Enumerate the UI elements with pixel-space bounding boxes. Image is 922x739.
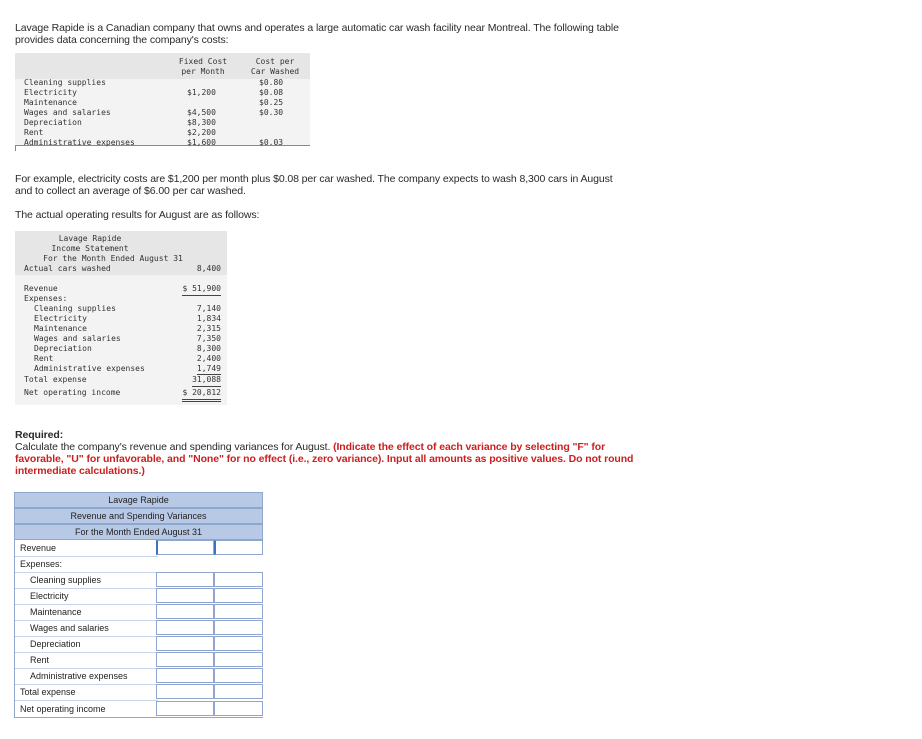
row-label: Depreciation	[30, 639, 81, 649]
cost-row-label: Depreciation	[24, 118, 82, 127]
wages-amount-input[interactable]	[156, 620, 214, 635]
income-title-period: For the Month Ended August 31	[43, 254, 183, 263]
admin-amount-input[interactable]	[156, 668, 214, 683]
example-line-1: For example, electricity costs are $1,200 per month plus $0.08 per car washed. The company expects to wash 8,300 cars in August	[15, 173, 613, 185]
intro-line-1: Lavage Rapide is a Canadian company that owns and operates a large automatic car wash facility near Montreal. The following table	[15, 22, 619, 34]
rent-amount-input[interactable]	[156, 652, 214, 667]
revenue-label: Revenue	[24, 284, 58, 293]
expenses-label: Expenses:	[24, 294, 68, 303]
total-expense-label: Total expense	[24, 375, 87, 384]
net-income-effect-select[interactable]	[214, 701, 263, 716]
cost-row-variable: $0.08	[259, 88, 284, 97]
cost-row-label: Administrative expenses	[24, 138, 135, 147]
cars-washed-value: 8,400	[196, 264, 221, 273]
cost-row-label: Rent	[24, 128, 44, 137]
actual-results-text: The actual operating results for August are as follows:	[15, 209, 260, 221]
variance-row-total-expense	[14, 684, 263, 700]
example-line-2: and to collect an average of $6.00 per car washed.	[15, 185, 246, 197]
income-title-company: Lavage Rapide	[58, 234, 122, 243]
variance-row-cleaning	[14, 572, 263, 588]
row-label: Cleaning supplies	[30, 575, 102, 585]
revenue-amount-input[interactable]	[156, 540, 214, 555]
variance-row-expenses	[14, 556, 263, 572]
cleaning-effect-select[interactable]	[214, 572, 263, 587]
cost-data-table	[15, 53, 310, 148]
cost-table-left-tick	[15, 145, 16, 151]
row-label: Total expense	[20, 687, 76, 697]
variance-row-electricity	[14, 588, 263, 604]
row-label: Rent	[30, 655, 50, 665]
total-expense-value: 31,088	[192, 375, 221, 387]
electricity-effect-select[interactable]	[214, 588, 263, 603]
table-left-border	[14, 540, 15, 718]
expense-label: Maintenance	[34, 324, 87, 333]
electricity-amount-input[interactable]	[156, 588, 214, 603]
rent-effect-select[interactable]	[214, 652, 263, 667]
expense-value: 1,834	[196, 314, 221, 323]
variance-row-depreciation	[14, 636, 263, 652]
expense-value: 2,315	[196, 324, 221, 333]
expense-value: 2,400	[196, 354, 221, 363]
variance-row-admin	[14, 668, 263, 684]
revenue-value: $ 51,900	[182, 284, 221, 296]
table-bottom-border	[14, 717, 263, 718]
col-fixed-header: Fixed Cost per Month	[178, 57, 228, 76]
maintenance-amount-input[interactable]	[156, 604, 214, 619]
net-income-amount-input[interactable]	[156, 701, 214, 716]
net-income-label: Net operating income	[24, 388, 121, 397]
total-expense-amount-input[interactable]	[156, 684, 214, 699]
intro-text	[15, 22, 915, 46]
variance-row-wages	[14, 620, 263, 636]
expense-value: 7,350	[196, 334, 221, 343]
cost-row-variable: $0.30	[259, 108, 284, 117]
cost-row-label: Maintenance	[24, 98, 77, 107]
row-label: Net operating income	[20, 704, 106, 714]
row-label: Electricity	[30, 591, 69, 601]
cost-row-fixed: $2,200	[187, 128, 216, 137]
expense-label: Cleaning supplies	[34, 304, 116, 313]
cost-row-fixed: $4,500	[187, 108, 216, 117]
required-note-2: favorable, "U" for unfavorable, and "None" for no effect (i.e., zero variance). Input all amounts as positive values. Do not round	[15, 453, 634, 465]
expense-label: Depreciation	[34, 344, 92, 353]
expense-label: Rent	[34, 354, 54, 363]
row-label: Administrative expenses	[30, 671, 128, 681]
net-income-value: $ 20,812	[182, 388, 221, 402]
expense-label: Electricity	[34, 314, 87, 323]
depreciation-amount-input[interactable]	[156, 636, 214, 651]
variance-title-period: For the Month Ended August 31	[14, 524, 263, 540]
cost-row-variable: $0.03	[259, 138, 284, 147]
required-heading: Required:	[15, 429, 64, 441]
cost-row-label: Cleaning supplies	[24, 78, 106, 87]
expense-value: 7,140	[196, 304, 221, 313]
admin-effect-select[interactable]	[214, 668, 263, 683]
required-section	[15, 429, 915, 477]
required-note-3: intermediate calculations.)	[15, 465, 145, 477]
required-instruction: Calculate the company's revenue and spending variances for August.	[15, 441, 334, 453]
example-text	[15, 173, 915, 197]
expense-label: Wages and salaries	[34, 334, 121, 343]
variance-row-maintenance	[14, 604, 263, 620]
variance-row-net-income	[14, 701, 263, 717]
wages-effect-select[interactable]	[214, 620, 263, 635]
variance-title-company: Lavage Rapide	[14, 492, 263, 508]
cost-row-variable: $0.80	[259, 78, 284, 87]
variance-title-report: Revenue and Spending Variances	[14, 508, 263, 524]
expense-value: 8,300	[196, 344, 221, 353]
row-label: Revenue	[20, 543, 57, 553]
variance-row-revenue	[14, 540, 263, 556]
depreciation-effect-select[interactable]	[214, 636, 263, 651]
cost-row-variable: $0.25	[259, 98, 284, 107]
row-label: Wages and salaries	[30, 623, 109, 633]
cars-washed-label: Actual cars washed	[24, 264, 111, 273]
expense-label: Administrative expenses	[34, 364, 145, 373]
revenue-effect-select[interactable]	[214, 540, 263, 555]
cost-row-label: Wages and salaries	[24, 108, 111, 117]
cost-row-fixed: $8,300	[187, 118, 216, 127]
maintenance-effect-select[interactable]	[214, 604, 263, 619]
required-line-1	[15, 441, 915, 453]
intro-line-2: provides data concerning the company's costs:	[15, 34, 229, 46]
row-label: Maintenance	[30, 607, 82, 617]
total-expense-effect-select[interactable]	[214, 684, 263, 699]
cost-row-fixed: $1,200	[187, 88, 216, 97]
income-title-statement: Income Statement	[51, 244, 129, 253]
cost-row-fixed: $1,600	[187, 138, 216, 147]
cleaning-amount-input[interactable]	[156, 572, 214, 587]
required-note-1: (Indicate the effect of each variance by selecting "F" for	[333, 441, 606, 453]
row-label: Expenses:	[20, 559, 63, 569]
income-statement	[15, 231, 227, 405]
expense-value: 1,749	[196, 364, 221, 373]
cost-row-label: Electricity	[24, 88, 77, 97]
col-variable-header: Cost per Car Washed	[250, 57, 300, 76]
variance-row-rent	[14, 652, 263, 668]
